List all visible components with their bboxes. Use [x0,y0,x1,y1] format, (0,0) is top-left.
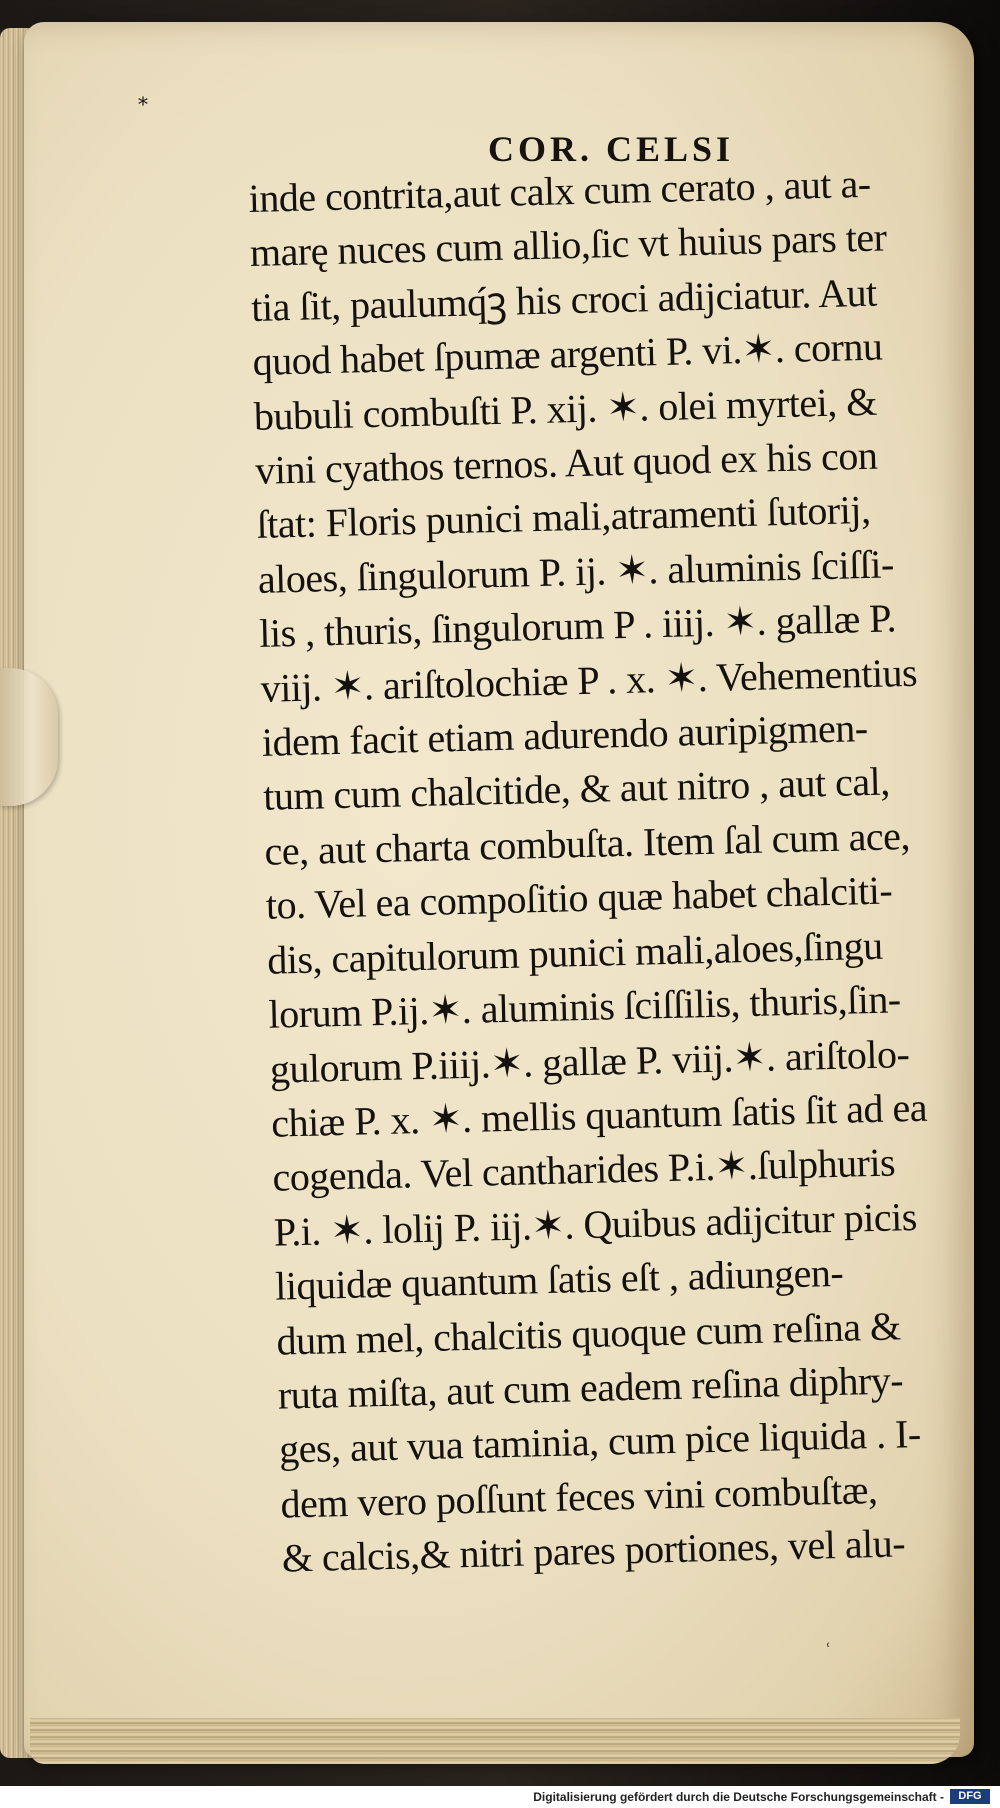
text-line: idem facit etiam adurendo auripigmen- [261,705,869,765]
dfg-credit-text: Digitalisierung gefördert durch die Deutsche Forschungsgemeinschaft - [533,1790,944,1804]
text-line: ruta miſta, aut cum eadem reſina diphry- [277,1357,904,1418]
text-line: quod habet ſpumæ argenti P. vi.✶. cornu [252,323,883,385]
text-line: cogenda. Vel cantharides P.i.✶.ſulphuris [272,1139,896,1201]
text-line: P.i. ✶. lolij P. iij.✶. Quibus adijcitur picis [273,1193,918,1255]
text-line: & calcis,& nitri pares portiones, vel alu- [281,1520,906,1581]
text-line: liquidæ quantum ſatis eſt , adiungen- [274,1249,844,1309]
text-line: chiæ P. x. ✶. mellis quantum ſatis ſit ad ea [270,1084,928,1146]
text-line: vini cyathos ternos. Aut quod ex his con [254,432,878,493]
text-line: bubuli combuſti P. xij. ✶. olei myrtei, & [253,378,878,439]
page-bottom-mark: ʿ [826,1640,831,1659]
text-line: lis , thuris, ſingulorum P . iiij. ✶. gallæ P. [258,595,897,657]
running-head: COR. CELSI [488,129,735,169]
body-text [248,154,1000,1586]
text-line: inde contrita,aut calx cum cerato , aut a- [248,160,872,221]
text-line: ges, aut vua taminia, cum pice liquida . I- [278,1411,922,1472]
text-line: dis, capitulorum punici mali,aloes,ſingu [266,922,884,983]
page-tab-marker [0,668,58,806]
page-bottom-edge [30,1718,960,1764]
text-line: viij. ✶. ariſtolochiæ P . x. ✶. Vehementius [260,649,918,711]
text-line: dem vero poſſunt feces vini combuſtæ, [280,1466,878,1527]
text-line: tum cum chalcitide, & aut nitro , aut cal, [262,758,891,820]
text-line: dum mel, chalcitis quoque cum reſina & [276,1302,902,1364]
text-line: ſtat: Floris punici mali,atramenti ſutorij, [256,487,871,548]
text-line: ce, aut charta combuſta. Item ſal cum ace, [264,812,911,874]
text-line: aloes, ſingulorum P. ij. ✶. aluminis ſciſſi- [257,541,895,602]
ornament-mark: * [138,92,148,116]
text-line: gulorum P.iiij.✶. gallæ P. viij.✶. ariſtolo- [269,1030,910,1092]
text-line: to. Vel ea compoſitio quæ habet chalciti- [265,867,893,929]
text-line: marę nuces cum allio,ſic vt huius pars ter [249,214,887,276]
text-line: tia ſit, paulumq́ꝫ his croci adijciatur. Aut [250,269,878,330]
dfg-logo: DFG [950,1789,990,1804]
text-line: lorum P.ij.✶. aluminis ſciſſilis, thuris,ſin- [268,976,902,1037]
